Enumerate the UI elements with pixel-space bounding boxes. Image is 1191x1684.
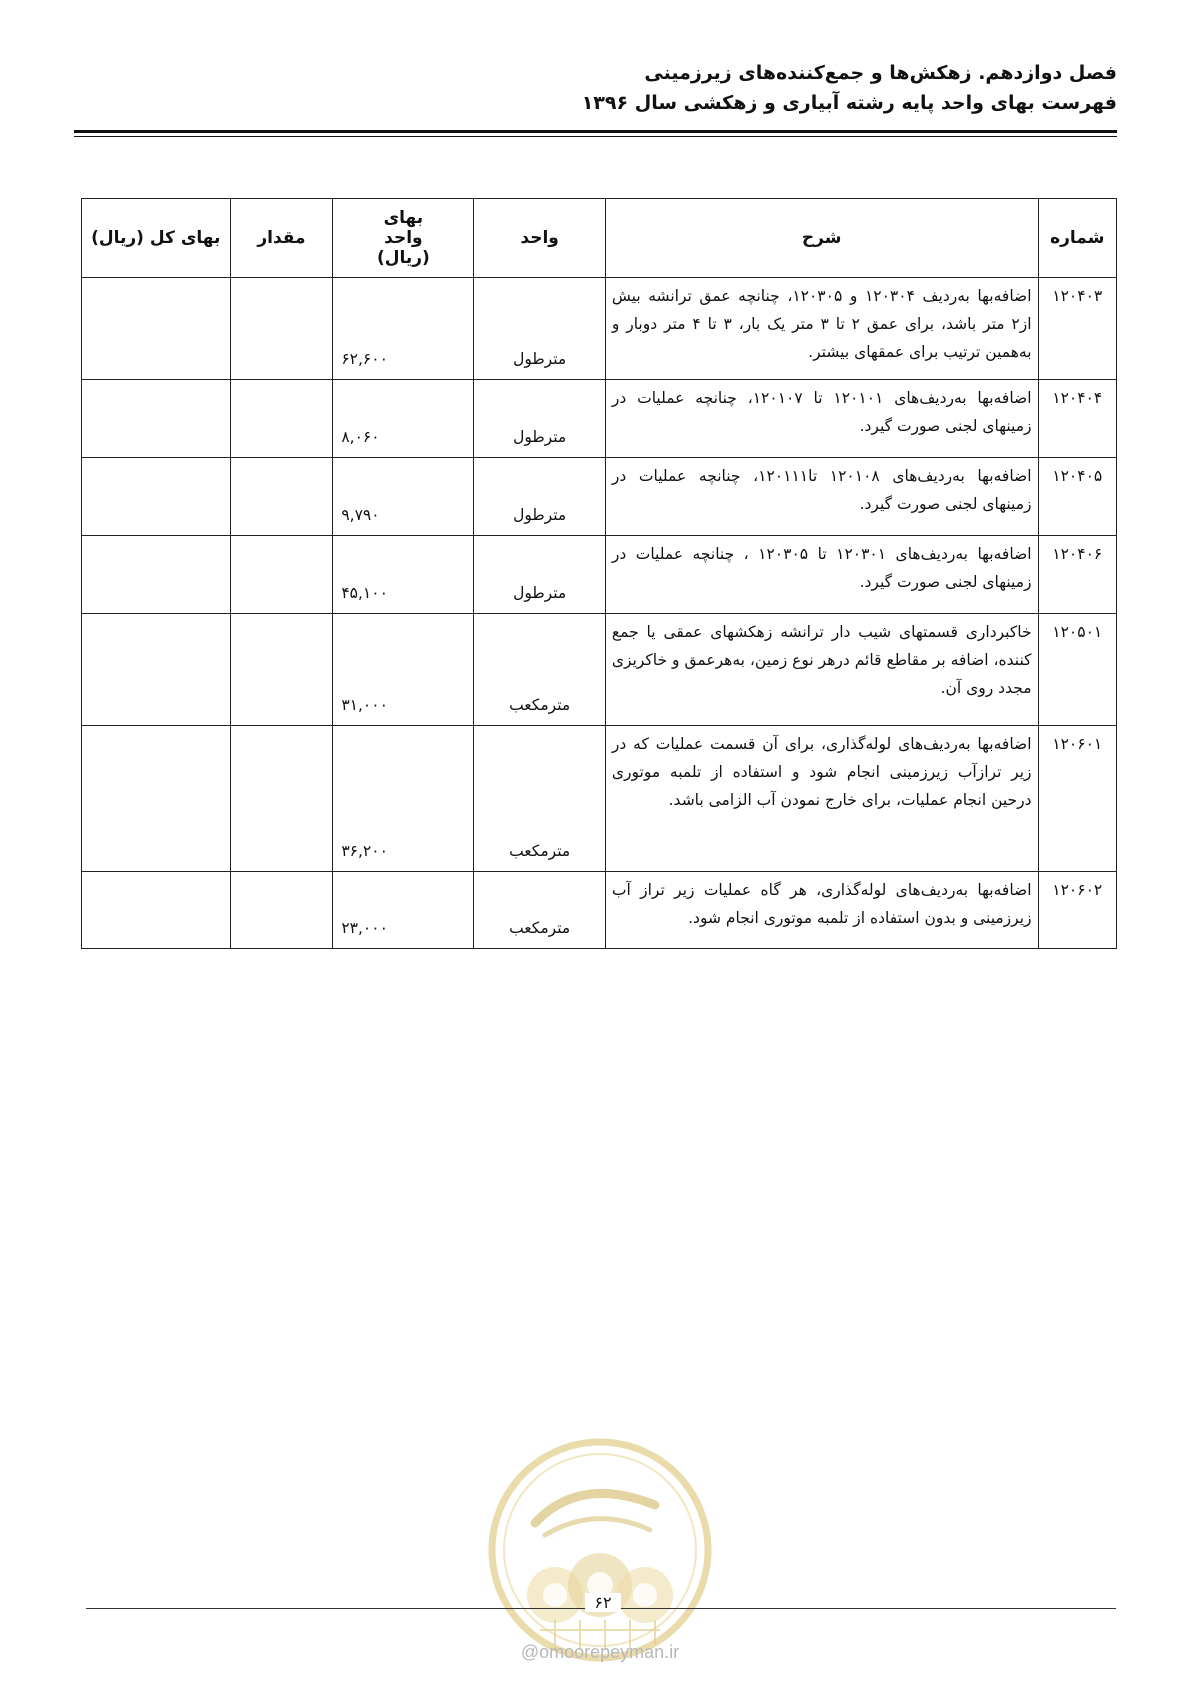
row-unit-price: ۸,۰۶۰ xyxy=(333,380,474,458)
row-quantity xyxy=(230,726,333,872)
document-title: فهرست بهای واحد پایه رشته آبیاری و زهکشی سال ۱۳۹۶ xyxy=(581,92,1117,114)
row-unit: مترطول xyxy=(474,380,605,458)
row-unit-price: ۳۱,۰۰۰ xyxy=(333,614,474,726)
row-unit: مترمکعب xyxy=(474,726,605,872)
row-number: ۱۲۰۴۰۶ xyxy=(1038,536,1116,614)
header-unit-price: بهای واحد (ریال) xyxy=(333,199,474,278)
row-unit-price: ۲۳,۰۰۰ xyxy=(333,872,474,949)
table-header-row xyxy=(82,199,1117,278)
header-rule-thick xyxy=(74,130,1117,133)
header-total: بهای کل (ریال) xyxy=(82,199,231,278)
watermark-seal-icon xyxy=(485,1435,715,1665)
row-number: ۱۲۰۵۰۱ xyxy=(1038,614,1116,726)
chapter-title: فصل دوازدهم. زهکش‌ها و جمع‌کننده‌های زیرزمینی xyxy=(644,62,1117,84)
table-row xyxy=(82,726,1117,872)
table-row xyxy=(82,380,1117,458)
header-quantity: مقدار xyxy=(230,199,333,278)
row-unit-price: ۳۶,۲۰۰ xyxy=(333,726,474,872)
row-total xyxy=(82,872,231,949)
row-unit: مترمکعب xyxy=(474,872,605,949)
page-number: ۶۲ xyxy=(585,1593,621,1612)
row-total xyxy=(82,458,231,536)
header-description: شرح xyxy=(605,199,1038,278)
row-quantity xyxy=(230,872,333,949)
row-unit: مترمکعب xyxy=(474,614,605,726)
price-list-table xyxy=(81,198,1117,949)
row-total xyxy=(82,380,231,458)
table-row xyxy=(82,458,1117,536)
row-description: اضافه‌بها به‌ردیف‌های ۱۲۰۱۰۱ تا ۱۲۰۱۰۷، چنانچه عملیات در زمینهای لجنی صورت گیرد. xyxy=(605,380,1038,458)
row-total xyxy=(82,614,231,726)
row-number: ۱۲۰۴۰۳ xyxy=(1038,278,1116,380)
row-number: ۱۲۰۶۰۱ xyxy=(1038,726,1116,872)
row-unit-price: ۴۵,۱۰۰ xyxy=(333,536,474,614)
row-description: اضافه‌بها به‌ردیف‌های لوله‌گذاری، هر گاه عملیات زیر تراز آب زیرزمینی و بدون استفاده از تلمبه موتوری انجام شود. xyxy=(605,872,1038,949)
row-unit-price: ۶۲,۶۰۰ xyxy=(333,278,474,380)
table-row xyxy=(82,536,1117,614)
header-unit: واحد xyxy=(474,199,605,278)
row-quantity xyxy=(230,458,333,536)
header-rule-thin xyxy=(74,136,1117,137)
row-description: خاکبرداری قسمتهای شیب دار ترانشه زهکشهای عمقی یا جمع کننده، اضافه بر مقاطع قائم درهر نوع زمین، به‌هرعمق و خاکریزی مجدد روی آن. xyxy=(605,614,1038,726)
row-quantity xyxy=(230,614,333,726)
table-row xyxy=(82,872,1117,949)
row-total xyxy=(82,278,231,380)
row-total xyxy=(82,536,231,614)
page-header xyxy=(74,58,1117,118)
row-unit: مترطول xyxy=(474,278,605,380)
row-number: ۱۲۰۴۰۴ xyxy=(1038,380,1116,458)
row-total xyxy=(82,726,231,872)
row-description: اضافه‌بها به‌ردیف‌های ۱۲۰۱۰۸ تا۱۲۰۱۱۱، چنانچه عملیات در زمینهای لجنی صورت گیرد. xyxy=(605,458,1038,536)
row-unit: مترطول xyxy=(474,458,605,536)
row-quantity xyxy=(230,278,333,380)
row-number: ۱۲۰۶۰۲ xyxy=(1038,872,1116,949)
table-row xyxy=(82,278,1117,380)
row-description: اضافه‌بها به‌ردیف ۱۲۰۳۰۴ و ۱۲۰۳۰۵، چنانچه عمق ترانشه بیش از۲ متر باشد، برای عمق ۲ تا ۳ متر یک بار، ۳ تا ۴ متر دوبار و به‌همین ترتیب برای عمقهای بیشتر. xyxy=(605,278,1038,380)
row-description: اضافه‌بها به‌ردیف‌های ۱۲۰۳۰۱ تا ۱۲۰۳۰۵ ، چنانچه عملیات در زمینهای لجنی صورت گیرد. xyxy=(605,536,1038,614)
header-number: شماره xyxy=(1038,199,1116,278)
table-row xyxy=(82,614,1117,726)
row-unit-price: ۹,۷۹۰ xyxy=(333,458,474,536)
row-quantity xyxy=(230,380,333,458)
website-watermark: @omoorepeyman.ir xyxy=(520,1642,680,1662)
row-number: ۱۲۰۴۰۵ xyxy=(1038,458,1116,536)
row-unit: مترطول xyxy=(474,536,605,614)
row-quantity xyxy=(230,536,333,614)
row-description: اضافه‌بها به‌ردیف‌های لوله‌گذاری، برای آن قسمت عملیات که در زیر ترازآب زیرزمینی انجام شود و استفاده از تلمبه موتوری درحین انجام عملیات، برای خارج نمودن آب الزامی باشد. xyxy=(605,726,1038,872)
